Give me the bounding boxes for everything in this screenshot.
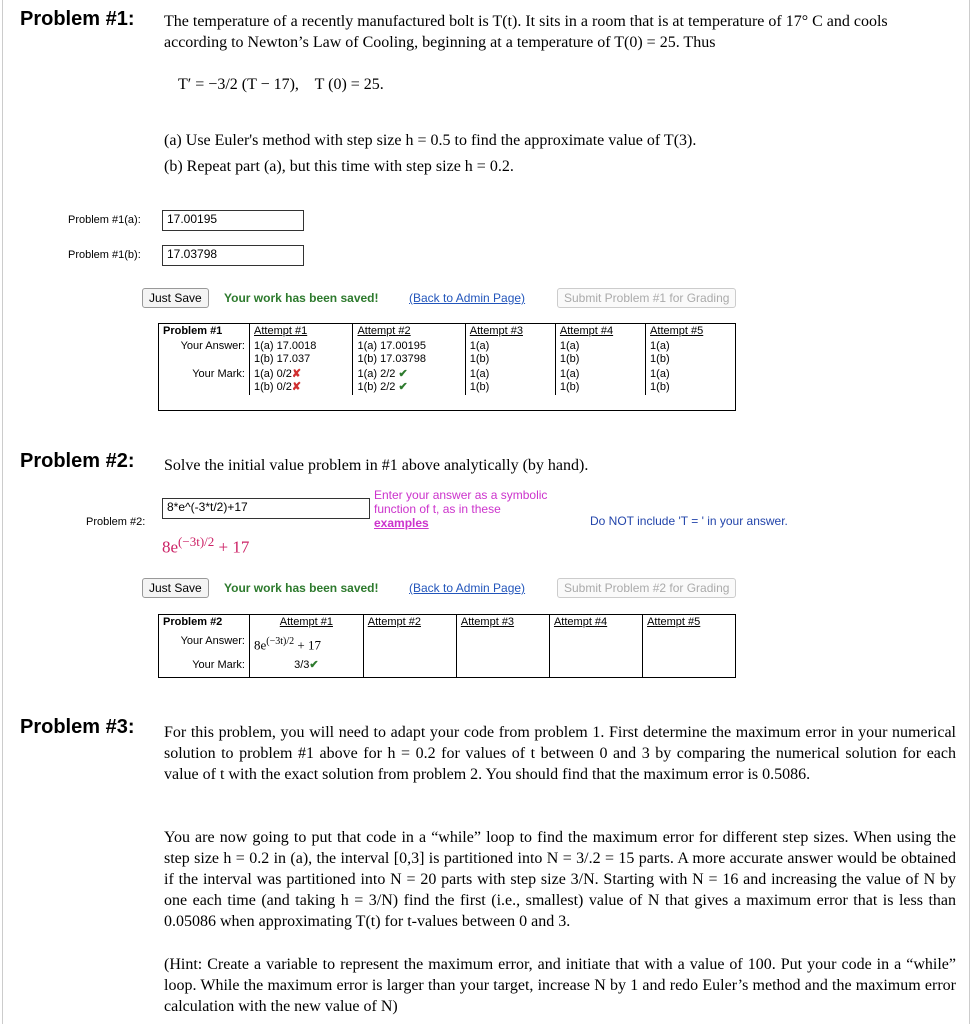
marks-row — [159, 658, 735, 677]
attempt-3-answer — [456, 634, 549, 658]
problem-2-heading: Problem #2: — [20, 450, 135, 472]
problem-1-intro-line-1: The temperature of a recently manufactured bolt is T(t). It sits in a room that is at temperature of 17° C and cools — [164, 13, 888, 30]
marks-row — [159, 367, 735, 395]
your-answer-label: Your Answer: — [180, 635, 245, 648]
back-to-admin-link-1[interactable]: (Back to Admin Page) — [409, 291, 526, 305]
submit-problem-2-button[interactable]: Submit Problem #2 for Grading — [557, 578, 736, 598]
cross-icon: ✘ — [291, 381, 302, 393]
problem-1-part-b: (b) Repeat part (a), but this time with step size h = 0.2. — [164, 158, 514, 175]
problem-3-paragraph-3: (Hint: Create a variable to represent the maximum error, and initiate that with a value of 100. Put your code in a “while” loop. While the maximum error is larger than your target, increase N by 1 and redo Euler’s method and the maximum error calculation with the new value of N) — [164, 956, 956, 1015]
your-answer-label: Your Answer: — [180, 340, 245, 352]
attempt-2-answer: 1(a) 17.00195 1(b) 17.03798 — [353, 339, 465, 367]
attempts-table-1 — [158, 323, 736, 411]
answer-note: Do NOT include 'T = ' in your answer. — [590, 514, 788, 528]
problem-3-paragraph-1: For this problem, you will need to adapt your code from problem 1. First determine the maximum error in your numerical solution to problem #1 above for h = 0.2 for values of t between 0 and 3 by comparing the numerical solution for each value of t with the exact solution from problem 2. You should find that the maximum error is 0.5086. — [164, 724, 956, 783]
attempt-5-header[interactable]: Attempt #5 — [646, 324, 735, 339]
problem-1-heading: Problem #1: — [20, 8, 135, 30]
cross-icon: ✘ — [291, 368, 302, 380]
problem-2-intro: Solve the initial value problem in #1 above analytically (by hand). — [164, 457, 589, 474]
problem-1-intro-line-2: according to Newton’s Law of Cooling, beginning at a temperature of T(0) = 25. Thus — [164, 34, 716, 51]
answers-row — [159, 634, 735, 658]
attempt-5-mark — [643, 658, 735, 677]
answer-label-1a: Problem #1(a): — [68, 214, 141, 226]
attempts-header-row — [159, 615, 735, 634]
answer-input-1a[interactable]: 17.00195 — [162, 210, 304, 231]
just-save-button-2[interactable]: Just Save — [142, 578, 209, 598]
back-to-admin-link-2[interactable]: (Back to Admin Page) — [409, 581, 526, 595]
attempt-3-answer: 1(a) 1(b) — [465, 339, 555, 367]
attempt-1-mark: 3/3✔ — [250, 658, 364, 677]
attempt-1-mark: 1(a) 0/2✘ 1(b) 0/2✘ — [250, 367, 353, 395]
attempt-2-mark: 1(a) 2/2 ✔ 1(b) 2/2 ✔ — [353, 367, 465, 395]
attempt-1-answer: $8e^{(-3t)/2} + 17$ — [250, 634, 364, 658]
attempt-4-answer: 1(a) 1(b) — [555, 339, 645, 367]
attempt-5-answer — [643, 634, 735, 658]
attempt-3-mark: 1(a) 1(b) — [465, 367, 555, 395]
answer-preview-2: $8e^{(-3t)/2} + 17$ — [162, 534, 250, 557]
your-mark-label: Your Mark: — [192, 368, 245, 380]
problem-3-heading: Problem #3: — [20, 716, 135, 738]
attempt-4-answer — [549, 634, 642, 658]
saved-message-1: Your work has been saved! — [224, 291, 379, 305]
check-icon: ✔ — [398, 381, 408, 393]
attempt-4-header[interactable]: Attempt #4 — [549, 615, 642, 634]
attempt-4-header[interactable]: Attempt #4 — [555, 324, 645, 339]
answer-hint: Enter your answer as a symbolic function of t, as in these examples — [374, 488, 548, 530]
problem-1-equation: T′ = −3/2 (T − 17), T (0) = 25. — [178, 76, 384, 93]
attempts-table-2 — [158, 614, 736, 678]
check-icon: ✔ — [398, 368, 408, 380]
attempt-3-header[interactable]: Attempt #3 — [465, 324, 555, 339]
table-corner: Problem #2 — [163, 616, 223, 628]
attempt-3-mark — [456, 658, 549, 677]
saved-message-2: Your work has been saved! — [224, 581, 379, 595]
attempt-4-mark — [549, 658, 642, 677]
answer-input-2[interactable]: 8*e^(-3*t/2)+17 — [162, 498, 370, 519]
submit-problem-1-button[interactable]: Submit Problem #1 for Grading — [557, 288, 736, 308]
check-icon: ✔ — [309, 658, 319, 671]
problem-1-part-a: (a) Use Euler's method with step size h = 0.5 to find the approximate value of T(3). — [164, 132, 697, 149]
problem-3-paragraph-2: You are now going to put that code in a “while” loop to find the maximum error for different step sizes. When using the step size h = 0.2 in (a), the interval [0,3] is partitioned into N = 3/.2 = 15 parts. A more accurate answer would be obtained if the interval was partitioned into N = 20 parts with step size 3/N. Starting with N = 16 and increasing the value of N by one each time (and taking h = 3/N) find the first (i.e., smallest) value of N that gives a maximum error that is less than 0.05086 when approximating T(t) for t-values between 0 and 3. — [164, 829, 956, 930]
answers-row — [159, 339, 735, 367]
answer-label-1b: Problem #1(b): — [68, 249, 141, 261]
attempt-1-header[interactable]: Attempt #1 — [250, 324, 353, 339]
attempt-2-header[interactable]: Attempt #2 — [353, 324, 465, 339]
attempt-2-header[interactable]: Attempt #2 — [363, 615, 456, 634]
problem-1-intro — [164, 11, 956, 53]
just-save-button-1[interactable]: Just Save — [142, 288, 209, 308]
attempt-1-answer: 1(a) 17.0018 1(b) 17.037 — [250, 339, 353, 367]
table-corner: Problem #1 — [163, 325, 223, 337]
attempt-4-mark: 1(a) 1(b) — [555, 367, 645, 395]
your-mark-label: Your Mark: — [192, 658, 245, 671]
attempt-5-answer: 1(a) 1(b) — [646, 339, 735, 367]
attempt-5-mark: 1(a) 1(b) — [646, 367, 735, 395]
attempt-2-answer — [363, 634, 456, 658]
examples-link[interactable]: examples — [374, 516, 429, 530]
attempt-2-mark — [363, 658, 456, 677]
attempts-header-row — [159, 324, 735, 339]
answer-input-1b[interactable]: 17.03798 — [162, 245, 304, 266]
attempt-5-header[interactable]: Attempt #5 — [643, 615, 735, 634]
answer-label-2: Problem #2: — [86, 516, 146, 528]
attempt-3-header[interactable]: Attempt #3 — [456, 615, 549, 634]
attempt-1-header[interactable]: Attempt #1 — [250, 615, 364, 634]
